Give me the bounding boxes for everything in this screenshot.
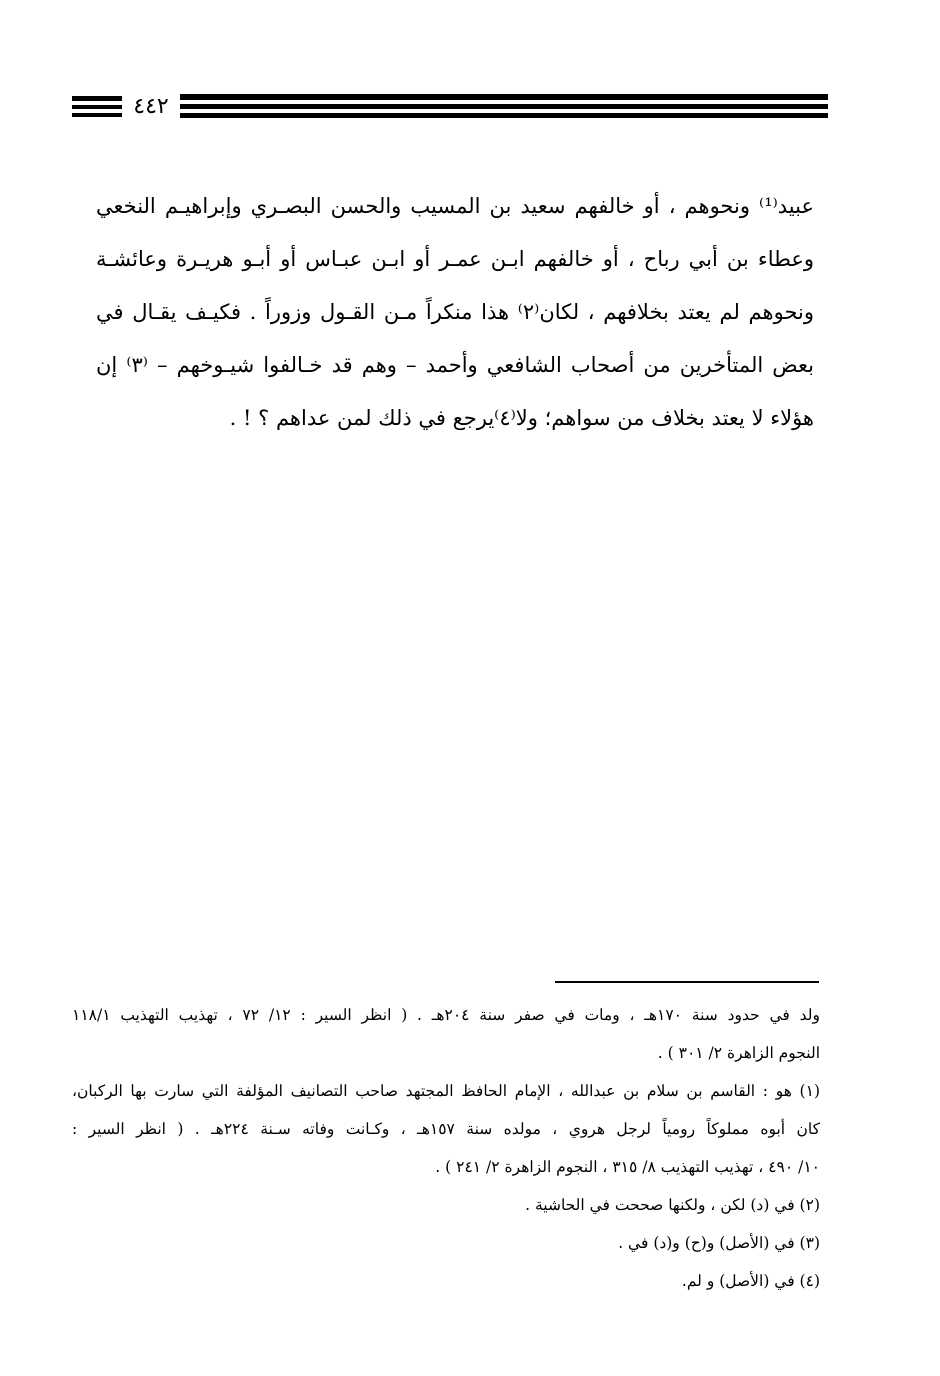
- footnote-line: كان أبوه مملوكاً رومياً لرجل هروي ، مولده سنة ١٥٧هـ ، وكـانت وفاته سـنة ٢٢٤هـ . ( انظر السير :: [72, 1120, 820, 1138]
- footnote-line: (١) هو : القاسم بن سلام بن عبدالله ، الإمام الحافظ المجتهد صاحب التصانيف المؤلفة التي سارت بها الركبان،: [72, 1082, 820, 1100]
- header-rule-left-top: [72, 96, 122, 101]
- footnote-line: (٤) في (الأصل) و لم.: [681, 1272, 820, 1290]
- header-rule-right-bottom: [180, 113, 828, 118]
- footnote-line: ولد في حدود سنة ١٧٠هـ ، ومات في صفر سنة ٢٠٤هـ . ( انظر السير : ١٢/ ٧٢ ، تهذيب التهذيب ١١٨/١: [72, 1006, 820, 1024]
- footnote-line: (٢) في (د) لكن ، ولكنها صححت في الحاشية .: [525, 1196, 820, 1214]
- footnotes: [72, 996, 820, 1300]
- header-rule-left-bottom: [72, 113, 122, 117]
- main-text-line: هؤلاء لا يعتد بخلاف من سواهم؛ ولا⁽٤⁾يرجع في ذلك لمن عداهم ؟ ! .: [229, 406, 814, 430]
- main-text-line: عبيد⁽¹⁾ ونحوهم ، أو خالفهم سعيد بن المسيب والحسن البصـري وإبراهيـم النخعي: [96, 194, 814, 218]
- footnote-line: النجوم الزاهرة ٢/ ٣٠١ ) .: [657, 1044, 820, 1062]
- footnote-separator: [555, 981, 819, 983]
- page-number: ٤٤٢: [122, 92, 180, 122]
- main-text-line: بعض المتأخرين من أصحاب الشافعي وأحمد – وهم قد خـالفوا شيـوخهم – ⁽٣⁾ إن: [96, 353, 814, 377]
- footnote-line: ١٠/ ٤٩٠ ، تهذيب التهذيب ٨/ ٣١٥ ، النجوم الزاهرة ٢/ ٢٤١ ) .: [435, 1158, 820, 1176]
- main-text-line: ونحوهم لم يعتد بخلافهم ، لكان⁽٢⁾ هذا منكراً مـن القـول وزوراً . فكيـف يقـال في: [96, 300, 814, 324]
- header-rule-left-mid: [72, 105, 122, 109]
- main-text: [96, 180, 814, 445]
- footnote-line: (٣) في (الأصل) و(ح) و(د) في .: [618, 1234, 820, 1252]
- header-rule-right-top: [180, 94, 828, 100]
- main-text-line: وعطاء بن أبي رباح ، أو خالفهم ابـن عمـر أو ابـن عبـاس أو أبـو هريـرة وعائشـة: [96, 247, 814, 271]
- header-rule-right-mid: [180, 104, 828, 109]
